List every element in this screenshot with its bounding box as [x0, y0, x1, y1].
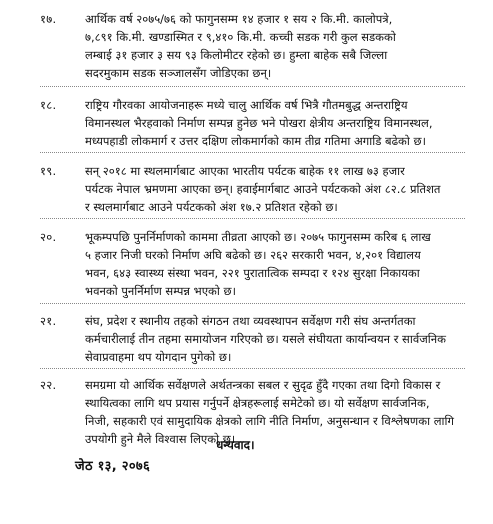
paragraph-text: [85, 228, 465, 300]
text-line: भवनको पुनर्निर्माण सम्पन्न भएको छ।: [85, 284, 236, 298]
text-line: स्थायित्वका लागि थप प्रयास गर्नुपर्ने क्षेत्रहरूलाई समेटेको छ। यो सर्वेक्षण सार्वजनिक,: [85, 396, 430, 410]
text-line: भूकम्पपछि पुनर्निर्माणको काममा तीव्रता आएको छ। २०७५ फागुनसम्म करिब ६ लाख: [85, 230, 431, 244]
paragraph-text: [85, 162, 465, 216]
divider: [40, 368, 465, 369]
text-line: र स्थलमार्गबाट आउने पर्यटकको अंश १७.२ प्रतिशत रहेको छ।: [85, 200, 338, 214]
divider: [40, 152, 465, 153]
text-line: विमानस्थल भैरहवाको निर्माण सम्पन्न हुनेछ भने पोखरा क्षेत्रीय अन्तराष्ट्रिय विमानस्थल,: [85, 116, 433, 130]
text-line: पर्यटक नेपाल भ्रमणमा आएका छन्। हवाईमार्गबाट आउने पर्यटकको अंश ८२.८ प्रतिशत: [85, 182, 441, 196]
text-line: मध्यपहाडी लोकमार्ग र उत्तर दक्षिण लोकमार्गको काम तीव्र गतिमा अगाडि बढेको छ।: [85, 134, 426, 148]
paragraph-number: २१.: [40, 314, 57, 328]
text-line: संघ, प्रदेश र स्थानीय तहको संगठन तथा व्यवस्थापन सर्वेक्षण गरी संघ अन्तर्गतका: [85, 314, 416, 328]
paragraph-text: [85, 376, 465, 448]
paragraph-number: १८.: [40, 98, 57, 112]
paragraph-number: २२.: [40, 378, 57, 392]
text-line: कर्मचारीलाई तीन तहमा समायोजन गरिएको छ। यसले संघीयता कार्यान्वयन र सार्वजनिक: [85, 332, 446, 346]
paragraph-number: १९.: [40, 164, 57, 178]
text-line: निजी, सहकारी एवं सामुदायिक क्षेत्रको लागि नीति निर्माण, अनुसन्धान र विश्लेषणका लागि: [85, 414, 454, 428]
document-date: जेठ १३, २०७६: [75, 459, 151, 474]
divider: [40, 218, 465, 219]
text-line: समग्रमा यो आर्थिक सर्वेक्षणले अर्थतन्त्रका सबल र सुदृढ हुँदै गएका तथा दिगो विकास र: [85, 378, 441, 392]
text-line: सेवाप्रवाहमा थप योगदान पुगेको छ।: [85, 350, 232, 364]
paragraph-text: [85, 96, 465, 150]
divider: [40, 86, 465, 87]
text-line: राष्ट्रिय गौरवका आयोजनाहरू मध्ये चालु आर्थिक वर्ष भित्रै गौतमबुद्ध अन्तराष्ट्रिय: [85, 98, 408, 112]
text-line: सन् २०१८ मा स्थलमार्गबाट आएका भारतीय पर्यटक बाहेक ११ लाख ७३ हजार: [85, 164, 405, 178]
paragraph-number: २०.: [40, 230, 57, 244]
paragraph-number: १७.: [40, 12, 57, 26]
text-line: सदरमुकाम सडक सञ्जालसँग जोडिएका छन्।: [85, 66, 272, 80]
text-line: ७,८९१ कि.मी. खण्डास्मित र ९,४१० कि.मी. कच्ची सडक गरी कुल सडकको: [85, 30, 396, 44]
text-line: लम्बाई ३१ हजार ३ सय ९३ किलोमीटर रहेको छ। हुम्ला बाहेक सबै जिल्ला: [85, 48, 388, 62]
text-line: आर्थिक वर्ष २०७५/७६ को फागुनसम्म १४ हजार १ सय २ कि.मी. कालोपत्रे,: [85, 12, 393, 26]
closing-thanks: धन्यवाद।: [216, 438, 255, 452]
text-line: भवन, ६४३ स्वास्थ्य संस्था भवन, २२१ पुरातात्विक सम्पदा र १२४ सुरक्षा निकायका: [85, 266, 420, 280]
divider: [40, 303, 465, 304]
paragraph-text: [85, 312, 465, 366]
paragraph-text: [85, 10, 465, 82]
text-line: उपयोगी हुने मैले विश्वास लिएको छु।: [85, 432, 236, 446]
text-line: ५ हजार निजी घरको निर्माण अघि बढेको छ। २६२ सरकारी भवन, ४,२०१ विद्यालय: [85, 248, 421, 262]
